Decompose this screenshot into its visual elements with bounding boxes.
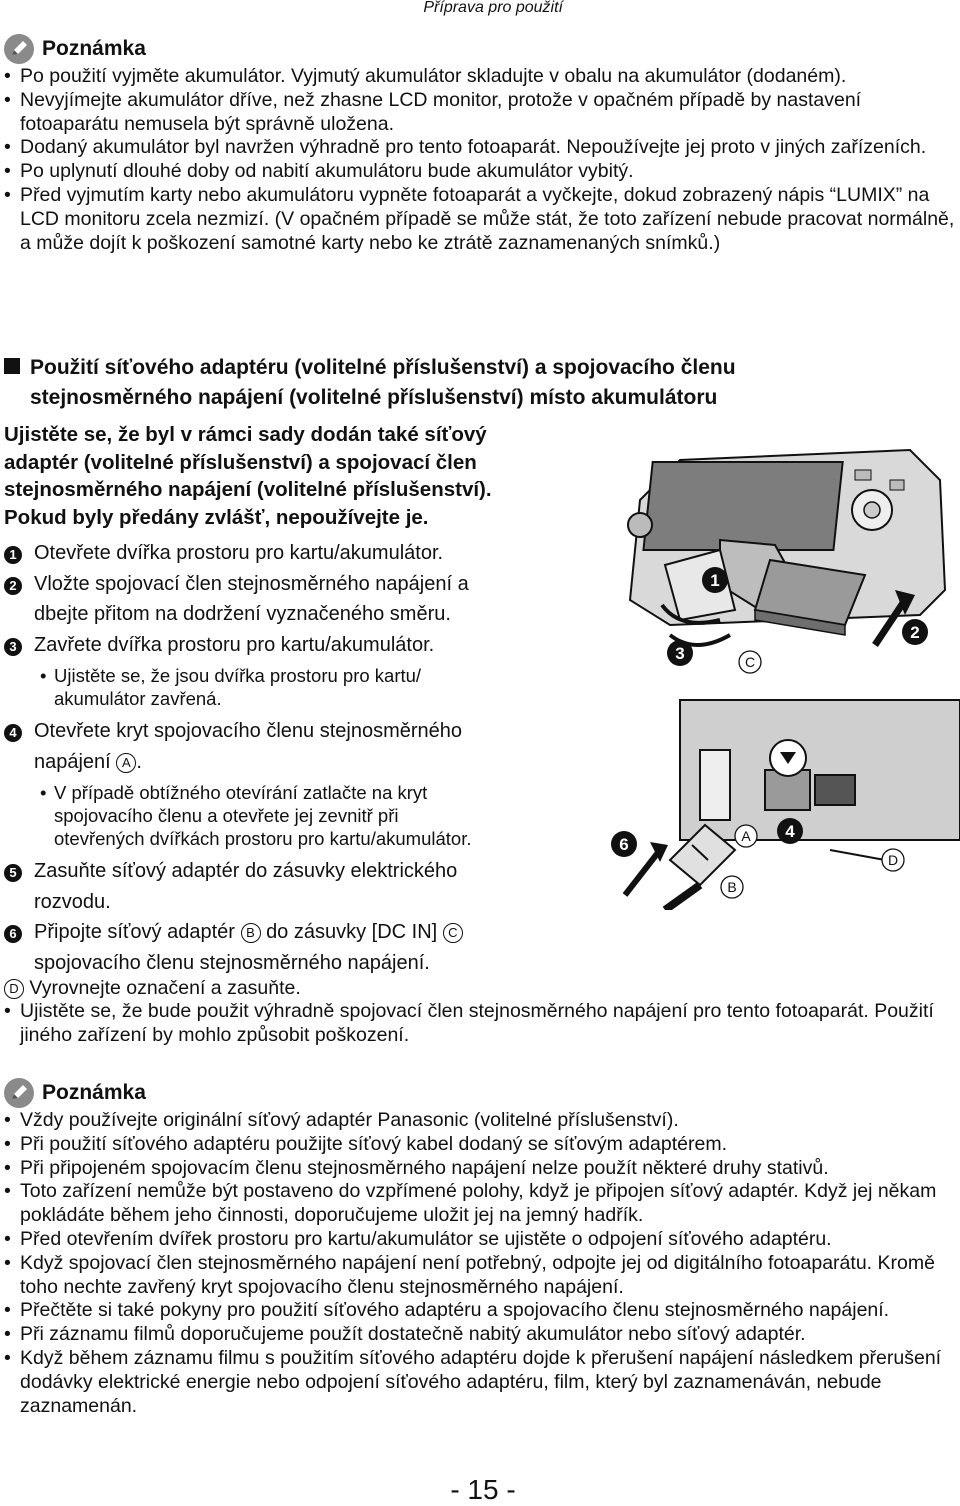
- step-5: [0, 856, 600, 917]
- list-item: • Vždy používejte originální síťový adaptér Panasonic (volitelné příslušenství).: [4, 1109, 956, 1133]
- coupler-detail-illustration: [680, 700, 960, 840]
- legend-block: [4, 976, 956, 1048]
- figure-label-a: A: [741, 828, 751, 844]
- list-item: • Při připojeném spojovacím členu stejnosměrného napájení nelze použít některé druhy stativů.: [4, 1157, 956, 1181]
- step-text: do zásuvky [DC IN]: [266, 921, 438, 943]
- list-item: • Před otevřením dvířek prostoru pro kartu/akumulátor se ujistěte o odpojení síťového adaptéru.: [4, 1228, 956, 1252]
- step-text: Připojte síťový adaptér: [34, 921, 235, 943]
- step-text: Otevřete dvířka prostoru pro kartu/akumulátor.: [34, 542, 444, 564]
- step-number: 4: [4, 724, 22, 742]
- sub-line: otevřených dvířkách prostoru pro kartu/akumulátor.: [54, 828, 472, 849]
- note-block-2: [4, 1078, 956, 1418]
- note-title: Poznámka: [42, 1081, 146, 1104]
- sub-line: spojovacího členu a otevřete jej zevnitř při: [54, 805, 399, 826]
- step-text: rozvodu.: [34, 890, 111, 913]
- ref-d-marker: D: [4, 979, 24, 999]
- step-number: 6: [4, 925, 22, 943]
- step-6: [0, 917, 600, 978]
- note-heading: [4, 34, 956, 64]
- figure-label-4: 4: [785, 822, 795, 841]
- step-text: napájení: [34, 750, 111, 773]
- sub-line: • V případě obtížného otevírání zatlačte na kryt: [54, 782, 428, 803]
- ref-a-marker: A: [116, 753, 136, 773]
- list-item: • Ujistěte se, že bude použit výhradně spojovací člen stejnosměrného napájení pro tento fotoaparát. Použití jiného zařízení by mohlo způsobit poškození.: [4, 1000, 956, 1048]
- figure-label-1: 1: [710, 571, 720, 590]
- list-item: • Toto zařízení nemůže být postaveno do vzpřímené polohy, když je připojen síťový adaptér. Když jej někam pokládáte během jeho činnosti, doporučujeme uložit jej na jemný hadřík.: [4, 1180, 956, 1228]
- list-item: • Po uplynutí dlouhé doby od nabití akumulátoru bude akumulátor vybitý.: [4, 160, 956, 184]
- camera-illustration: [600, 440, 960, 910]
- note-title: Poznámka: [42, 37, 146, 60]
- list-item: • Před vyjmutím karty nebo akumulátoru vypněte fotoaparát a vyčkejte, dokud zobrazený nápis “LUMIX” na LCD monitoru zcela nezmizí. (V opačném případě se může stát, že toto zařízení nebude pracovat normálně, a může dojít k poškození samotné karty nebo ke ztrátě zaznamenaných snímků.): [4, 184, 956, 255]
- steps-list: [0, 538, 600, 978]
- list-item: • Po použití vyjměte akumulátor. Vyjmutý akumulátor skladujte v obalu na akumulátor (dodaném).: [4, 65, 956, 89]
- note-heading: [4, 1078, 956, 1108]
- legend-text: Vyrovnejte označení a zasuňte.: [29, 977, 301, 999]
- step-text: Vložte spojovací člen stejnosměrného napájení a: [34, 572, 469, 595]
- list-item: • Nevyjímejte akumulátor dříve, než zhasne LCD monitor, protože v opačném případě by nastavení fotoaparátu nemusela být správně uložena.: [4, 89, 956, 137]
- step-text: Otevřete kryt spojovacího členu stejnosměrného: [34, 720, 462, 742]
- square-bullet-icon: [4, 358, 20, 374]
- running-header: Příprava pro použití: [423, 0, 563, 16]
- step-number: 5: [4, 864, 22, 882]
- step-number: 3: [4, 638, 22, 656]
- intro-line: Ujistěte se, že byl v rámci sady dodán také síťový: [4, 423, 487, 446]
- figure-label-2: 2: [910, 623, 920, 642]
- pencil-note-icon: [4, 1078, 34, 1108]
- figure-label-3: 3: [675, 644, 685, 663]
- section-heading: [4, 353, 956, 413]
- sub-line: akumulátor zavřená.: [54, 688, 222, 709]
- step-number: 2: [4, 577, 22, 595]
- step-3: [0, 630, 600, 661]
- pencil-note-icon: [4, 34, 34, 64]
- arrow-plug-icon: [625, 850, 660, 895]
- intro-line: adaptér (volitelné příslušenství) a spojovací člen: [4, 450, 477, 474]
- step-text: Zasuňte síťový adaptér do zásuvky elektrického: [34, 860, 458, 882]
- figure-label-c: C: [744, 654, 756, 670]
- sub-line: • Ujistěte se, že jsou dvířka prostoru pro kartu/: [54, 665, 422, 686]
- step-4-note: [0, 781, 600, 850]
- figure-label-6: 6: [619, 835, 629, 854]
- intro-line: Pokud byly předány zvlášť, nepoužívejte je.: [4, 505, 429, 529]
- list-item: • Když během záznamu filmu s použitím síťového adaptéru dojde k přerušení napájení následkem přerušení dodávky elektrické energie nebo odpojení síťového adaptéru, film, který byl zaznamenáván, nebude zaznamenán.: [4, 1347, 956, 1418]
- step-text: .: [136, 750, 142, 773]
- list-item: • Při záznamu filmů doporučujeme použít dostatečně nabitý akumulátor nebo síťový adaptér.: [4, 1323, 956, 1347]
- ref-c-marker: C: [443, 923, 463, 943]
- list-item: • Když spojovací člen stejnosměrného napájení není potřebný, odpojte jej od digitálního fotoaparátu. Kromě toho nechte zavřený kryt spojovacího členu stejnosměrného napájení.: [4, 1252, 956, 1300]
- note-block-1: [4, 34, 956, 255]
- step-4: [0, 716, 600, 777]
- step-2: [0, 569, 600, 630]
- figure-label-d: D: [887, 852, 899, 868]
- ref-b-marker: B: [241, 923, 261, 943]
- figure-label-b: B: [727, 879, 737, 895]
- list-item: • Dodaný akumulátor byl navržen výhradně pro tento fotoaparát. Nepoužívejte jej proto v jiných zařízeních.: [4, 136, 956, 160]
- note-list: [4, 1109, 956, 1418]
- step-1: [0, 538, 600, 569]
- list-item: • Přečtěte si také pokyny pro použití síťového adaptéru a spojovacího členu stejnosměrného napájení.: [4, 1299, 956, 1323]
- step-text: dbejte přitom na dodržení vyznačeného směru.: [34, 603, 451, 625]
- section-title-line-1: Použití síťového adaptéru (volitelné příslušenství) a spojovacího členu: [30, 356, 736, 379]
- step-text: spojovacího členu stejnosměrného napájení.: [34, 951, 430, 974]
- intro-text: [4, 421, 604, 531]
- note-list: [4, 65, 956, 255]
- list-item: • Při použití síťového adaptéru použijte síťový kabel dodaný se síťovým adaptérem.: [4, 1133, 956, 1157]
- section-title-line-2: stejnosměrného napájení (volitelné příslušenství) místo akumulátoru: [30, 386, 718, 409]
- step-text: Zavřete dvířka prostoru pro kartu/akumulátor.: [34, 633, 435, 656]
- intro-line: stejnosměrného napájení (volitelné příslušenství).: [4, 478, 492, 501]
- step-3-note: [0, 664, 600, 710]
- page-number: - 15 -: [450, 1474, 516, 1505]
- step-number: 1: [4, 546, 22, 564]
